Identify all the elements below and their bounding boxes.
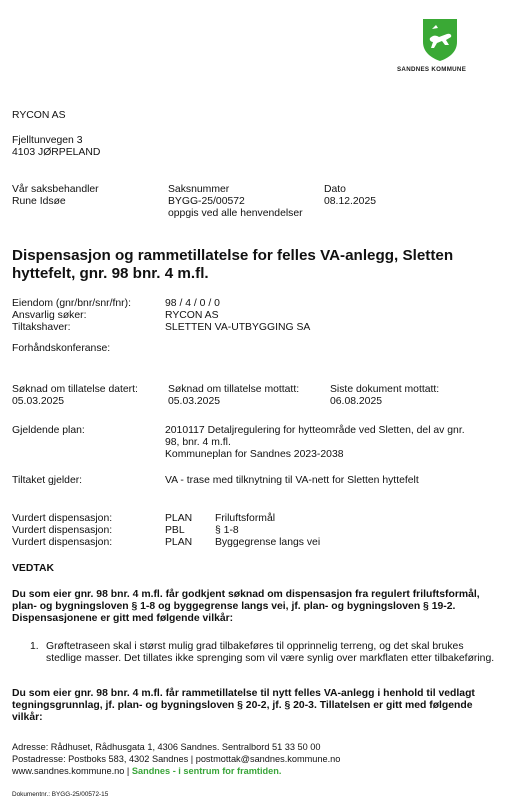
- dispensation-subject: Friluftsformål: [215, 513, 276, 524]
- condition-text: Grøftetraseen skal i størst mulig grad tilbakeføres til opprinnelig terreng, og det skal brukes stedlige masser. Det tillates ikke sprenging som vil være synlig over markflaten etter tilbakeføring.: [46, 641, 495, 664]
- applied-date-value: 05.03.2025: [12, 396, 65, 407]
- decision-heading: VEDTAK: [12, 563, 54, 574]
- footer-postal: Postadresse: Postboks 583, 4302 Sandnes | postmottak@sandnes.kommune.no: [12, 754, 341, 764]
- date-value: 08.12.2025: [324, 196, 377, 207]
- document-number: Dokumentnr.: BYGG-25/00572-15: [12, 791, 109, 798]
- dispensation-type: PLAN: [165, 537, 193, 548]
- recipient-name: RYCON AS: [12, 110, 66, 121]
- developer-label: Tiltakshaver:: [12, 322, 71, 333]
- footer-web-line: [12, 766, 281, 778]
- condition-list-item: [30, 641, 500, 665]
- applied-date-label: Søknad om tillatelse datert:: [12, 384, 138, 395]
- plan-line-3: Kommuneplan for Sandnes 2023-2038: [165, 449, 344, 460]
- dispensation-label: Vurdert dispensasjon:: [12, 537, 113, 548]
- received-date-label: Søknad om tillatelse mottatt:: [168, 384, 300, 395]
- dispensation-label: Vurdert dispensasjon:: [12, 525, 113, 536]
- coat-of-arms-icon: [422, 18, 458, 62]
- dispensation-type: PLAN: [165, 513, 193, 524]
- dispensation-label: Vurdert dispensasjon:: [12, 513, 113, 524]
- footer-address: Adresse: Rådhuset, Rådhusgata 1, 4306 Sandnes. Sentralbord 51 33 50 00: [12, 742, 321, 752]
- dispensation-subject: § 1-8: [215, 525, 239, 536]
- property-label: Eiendom (gnr/bnr/snr/fnr):: [12, 298, 131, 309]
- dispensation-type: PBL: [165, 525, 185, 536]
- last-document-value: 06.08.2025: [330, 396, 383, 407]
- case-label: Saksnummer: [168, 184, 230, 195]
- condition-number: 1.: [30, 641, 39, 652]
- handler-label: Vår saksbehandler: [12, 184, 99, 195]
- plan-line-1: 2010117 Detaljregulering for hytteområde ved Sletten, del av gnr.: [165, 425, 465, 436]
- measure-label: Tiltaket gjelder:: [12, 475, 83, 486]
- property-value: 98 / 4 / 0 / 0: [165, 298, 220, 309]
- handler-value: Rune Idsøe: [12, 196, 66, 207]
- preconference-label: Forhåndskonferanse:: [12, 343, 111, 354]
- date-label: Dato: [324, 184, 346, 195]
- document-title: Dispensasjon og rammetillatelse for felles VA-anlegg, Sletten hyttefelt, gnr. 98 bnr. 4 m.fl.: [12, 247, 454, 282]
- plan-line-2: 98, bnr. 4 m.fl.: [165, 437, 231, 448]
- applicant-value: RYCON AS: [165, 310, 219, 321]
- footer-web: www.sandnes.kommune.no |: [12, 766, 132, 776]
- case-note: oppgis ved alle henvendelser: [168, 208, 303, 219]
- measure-value: VA - trase med tilknytning til VA-nett for Sletten hyttefelt: [165, 475, 419, 486]
- recipient-street: Fjelltunvegen 3: [12, 135, 83, 146]
- developer-value: SLETTEN VA-UTBYGGING SA: [165, 322, 311, 333]
- footer-slogan: Sandnes - i sentrum for framtiden.: [131, 766, 282, 776]
- decision-paragraph-1: Du som eier gnr. 98 bnr. 4 m.fl. får godkjent søknad om dispensasjon fra regulert friluftsformål, plan- og bygningsloven § 1-8 og byggegrense langs vei, jf. plan- og bygningsloven § 19-2. Dispensasjonene er gitt med følgende vilkår:: [12, 589, 480, 624]
- case-value: BYGG-25/00572: [168, 196, 245, 207]
- plan-label: Gjeldende plan:: [12, 425, 85, 436]
- last-document-label: Siste dokument mottatt:: [330, 384, 440, 395]
- received-date-value: 05.03.2025: [168, 396, 221, 407]
- dispensation-subject: Byggegrense langs vei: [215, 537, 321, 548]
- recipient-postal: 4103 JØRPELAND: [12, 147, 101, 158]
- municipality-name: SANDNES KOMMUNE: [397, 66, 467, 73]
- decision-paragraph-2: Du som eier gnr. 98 bnr. 4 m.fl. får rammetillatelse til nytt felles VA-anlegg i henhold til vedlagt tegningsgrunnlag, jf. plan- og bygningsloven § 20-2, jf. § 20-3. Tillatelsen er gitt med følgende vilkår:: [12, 688, 475, 723]
- municipality-logo: [416, 18, 478, 62]
- applicant-label: Ansvarlig søker:: [12, 310, 87, 321]
